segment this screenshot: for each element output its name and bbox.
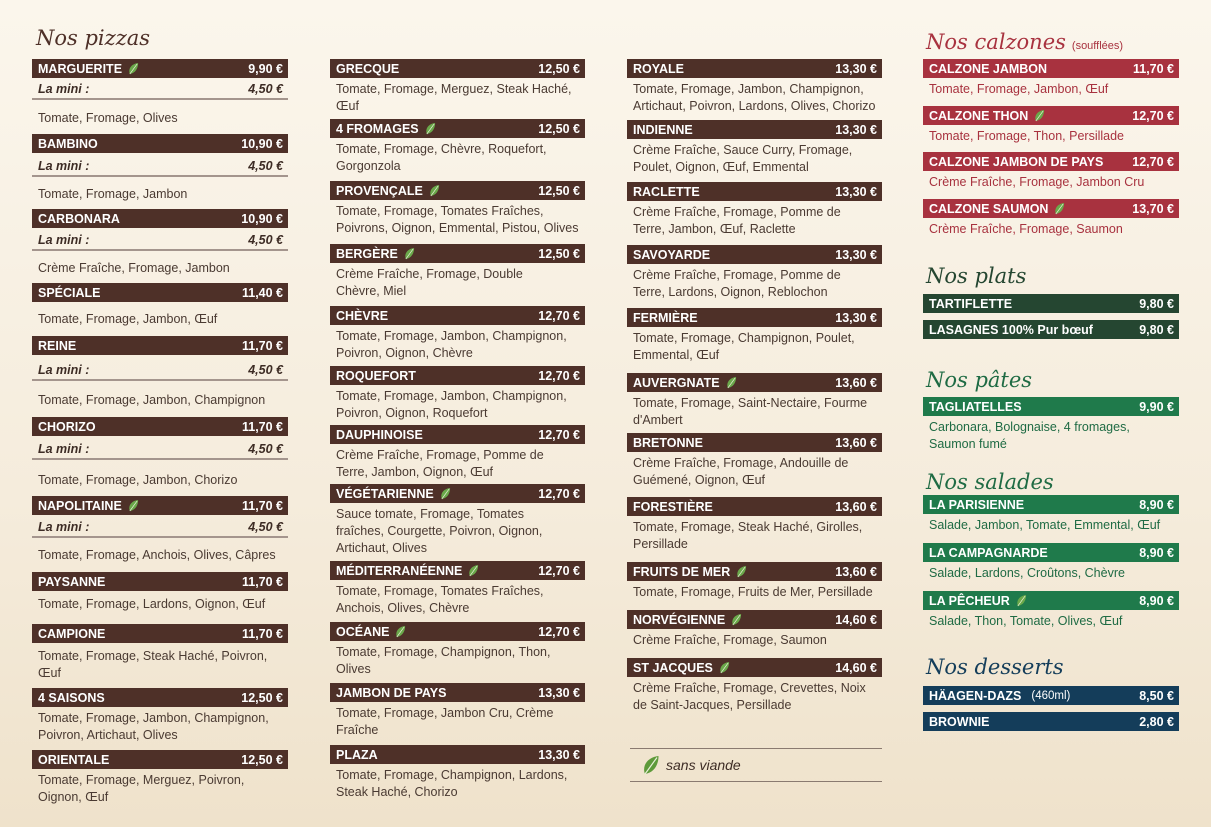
item-header (627, 658, 882, 677)
item-header (923, 712, 1179, 731)
item-header (627, 182, 882, 201)
leaf-icon (719, 661, 730, 674)
item-description: Chèvre, Miel (336, 284, 407, 298)
item-price: 10,90 € (241, 136, 283, 151)
item-description: Tomate, Fromage, Olives (38, 111, 178, 125)
section-title-desserts: Nos desserts (926, 655, 1064, 679)
item-description: Poivrons, Oignon, Emmental, Pistou, Olives (336, 221, 579, 235)
section-title-calzones (926, 30, 1123, 54)
item-name-wrap (38, 137, 98, 151)
item-price: 11,70 € (241, 419, 283, 434)
item-description: Persillade (633, 537, 688, 551)
item-price: 13,30 € (835, 247, 877, 262)
section-title-salades: Nos salades (926, 470, 1054, 494)
item-name: CHORIZO (38, 419, 96, 434)
leaf-icon (468, 564, 479, 577)
item-name: SPÉCIALE (38, 285, 101, 300)
item-description: Tomate, Fromage, Steak Haché, Girolles, (633, 520, 863, 534)
item-name-wrap (336, 428, 423, 442)
item-header (627, 373, 882, 392)
item-name-wrap (929, 155, 1103, 169)
item-description: Tomate, Fromage, Champignon, Thon, (336, 645, 551, 659)
item-header (32, 496, 288, 515)
item-description: Anchois, Olives, Chèvre (336, 601, 470, 615)
item-description: Tomate, Fromage, Fruits de Mer, Persillade (633, 585, 873, 599)
item-name-wrap (929, 546, 1048, 560)
item-name-wrap (336, 369, 416, 383)
item-name-wrap (633, 613, 742, 627)
item-description: Crème Fraîche, Fromage, Jambon (38, 261, 230, 275)
item-header (627, 433, 882, 452)
item-name: BAMBINO (38, 136, 98, 151)
mini-label: La mini : (38, 442, 90, 456)
item-name-wrap (336, 309, 388, 323)
item-name: PROVENÇALE (336, 183, 423, 198)
item-description: Tomate, Fromage, Jambon, Champignon, (336, 329, 567, 343)
mini-size-row (32, 231, 288, 251)
item-name-wrap (633, 661, 730, 675)
item-header (627, 120, 882, 139)
item-name-wrap (633, 311, 698, 325)
item-description: Œuf (38, 666, 61, 680)
item-name: RACLETTE (633, 184, 700, 199)
item-description: Salade, Jambon, Tomate, Emmental, Œuf (929, 518, 1161, 532)
item-price: 11,70 € (241, 498, 283, 513)
item-price: 13,30 € (835, 184, 877, 199)
item-description: Poivron, Artichaut, Olives (38, 728, 178, 742)
item-description: Steak Haché, Chorizo (336, 785, 458, 799)
item-header (627, 562, 882, 581)
section-title-pates: Nos pâtes (926, 368, 1033, 392)
leaf-icon (429, 184, 440, 197)
item-name: FRUITS DE MER (633, 564, 731, 579)
mini-size-row (32, 80, 288, 100)
item-description: Crème Fraîche, Fromage, Pomme de (633, 268, 841, 282)
item-description: Crème Fraîche, Sauce Curry, Fromage, (633, 143, 853, 157)
legend-label: sans viande (666, 757, 741, 773)
item-header (923, 320, 1179, 339)
item-name: CALZONE SAUMON (929, 201, 1049, 216)
item-header (32, 417, 288, 436)
item-description: Tomate, Fromage, Chèvre, Roquefort, (336, 142, 547, 156)
item-price: 14,60 € (835, 660, 877, 675)
item-name: VÉGÉTARIENNE (336, 486, 434, 501)
item-header (923, 495, 1179, 514)
item-description: Carbonara, Bolognaise, 4 fromages, (929, 420, 1130, 434)
item-name: PAYSANNE (38, 574, 106, 589)
item-name-wrap (336, 748, 378, 762)
item-description: Tomate, Fromage, Jambon, Œuf (929, 82, 1109, 96)
item-description: Terre, Lardons, Oignon, Reblochon (633, 285, 828, 299)
item-header (330, 119, 585, 138)
item-name: LA CAMPAGNARDE (929, 545, 1048, 560)
item-description: Tomate, Fromage, Thon, Persillade (929, 129, 1125, 143)
item-header (330, 425, 585, 444)
item-name-wrap (633, 500, 713, 514)
item-description: Tomate, Fromage, Tomates Fraîches, (336, 584, 544, 598)
mini-label: La mini : (38, 159, 90, 173)
item-header (627, 610, 882, 629)
item-description: Crème Fraîche, Fromage, Crevettes, Noix (633, 681, 866, 695)
item-name: TARTIFLETTE (929, 296, 1013, 311)
item-name: 4 SAISONS (38, 690, 105, 705)
item-description: Emmental, Œuf (633, 348, 720, 362)
section-title-plats: Nos plats (926, 264, 1027, 288)
calzones-subtitle: (soufflées) (1071, 40, 1124, 52)
item-name: MÉDITERRANÉENNE (336, 563, 463, 578)
mini-label: La mini : (38, 233, 90, 247)
item-name-wrap (38, 420, 96, 434)
item-description: Tomate, Fromage, Jambon, Œuf (38, 312, 218, 326)
item-name: CAMPIONE (38, 626, 106, 641)
item-price: 8,90 € (1139, 593, 1174, 608)
item-price: 8,50 € (1139, 688, 1174, 703)
item-name: NORVÉGIENNE (633, 612, 726, 627)
item-name: SAVOYARDE (633, 247, 711, 262)
mini-size-row (32, 157, 288, 177)
item-description: Tomate, Fromage, Champignon, Lardons, (336, 768, 568, 782)
item-name-wrap (38, 691, 105, 705)
item-name: CALZONE JAMBON (929, 61, 1048, 76)
item-name-wrap (336, 247, 415, 261)
item-price: 13,70 € (1132, 201, 1174, 216)
leaf-icon (440, 487, 451, 500)
item-name-wrap (38, 339, 76, 353)
item-price: 12,50 € (241, 690, 283, 705)
item-header (32, 59, 288, 78)
item-description: Tomate, Fromage, Jambon Cru, Crème (336, 706, 554, 720)
item-name: OCÉANE (336, 624, 390, 639)
item-header (330, 366, 585, 385)
item-name: BERGÈRE (336, 246, 398, 261)
item-name: CARBONARA (38, 211, 120, 226)
item-description: fraîches, Courgette, Poivron, Oignon, (336, 524, 543, 538)
item-price: 13,30 € (835, 61, 877, 76)
item-description: Artichaut, Olives (336, 541, 428, 555)
item-name: LA PARISIENNE (929, 497, 1025, 512)
item-price: 12,70 € (538, 368, 580, 383)
item-header (32, 134, 288, 153)
item-header (32, 283, 288, 302)
item-name: ROYALE (633, 61, 684, 76)
leaf-icon (731, 613, 742, 626)
mini-label: La mini : (38, 520, 90, 534)
item-name: DAUPHINOISE (336, 427, 423, 442)
item-price: 13,60 € (835, 435, 877, 450)
item-name-wrap (336, 686, 446, 700)
leaf-icon (736, 565, 747, 578)
item-header (923, 294, 1179, 313)
item-name-wrap (929, 297, 1012, 311)
item-price: 12,70 € (538, 624, 580, 639)
item-price: 11,70 € (241, 574, 283, 589)
mini-price: 4,50 € (248, 520, 283, 534)
item-description: Poivron, Oignon, Chèvre (336, 346, 473, 360)
item-description: Tomate, Fromage, Champignon, Poulet, (633, 331, 855, 345)
mini-price: 4,50 € (248, 442, 283, 456)
item-description: Guémené, Oignon, Œuf (633, 473, 766, 487)
item-price: 9,90 € (248, 61, 283, 76)
item-description: Olives (336, 662, 371, 676)
item-header (923, 152, 1179, 171)
item-name: BROWNIE (929, 714, 990, 729)
item-header (32, 572, 288, 591)
item-header (32, 209, 288, 228)
item-name-wrap (929, 323, 1093, 337)
item-header (923, 543, 1179, 562)
item-name: GRECQUE (336, 61, 400, 76)
item-price: 2,80 € (1139, 714, 1174, 729)
leaf-icon (642, 754, 660, 776)
item-header (330, 561, 585, 580)
item-name-wrap (929, 689, 1070, 703)
item-price: 13,30 € (835, 122, 877, 137)
item-description: Crème Fraîche, Fromage, Pomme de (336, 448, 544, 462)
mini-price: 4,50 € (248, 82, 283, 96)
item-price: 12,50 € (538, 121, 580, 136)
item-description: Salade, Thon, Tomate, Olives, Œuf (929, 614, 1123, 628)
item-description: Tomate, Fromage, Merguez, Steak Haché, (336, 82, 572, 96)
item-header (32, 750, 288, 769)
item-price: 12,70 € (1132, 154, 1174, 169)
item-description: Crème Fraîche, Fromage, Saumon (929, 222, 1123, 236)
mini-price: 4,50 € (248, 159, 283, 173)
item-name-wrap (633, 565, 747, 579)
item-name-wrap (38, 627, 105, 641)
item-description: Tomate, Fromage, Jambon, Champignon, (38, 711, 269, 725)
item-name: CHÈVRE (336, 308, 389, 323)
item-description: Salade, Lardons, Croûtons, Chèvre (929, 566, 1125, 580)
item-name-wrap (336, 122, 436, 136)
item-description: Terre, Jambon, Oignon, Œuf (336, 465, 494, 479)
item-header (923, 591, 1179, 610)
mini-label: La mini : (38, 363, 90, 377)
item-name: FORESTIÈRE (633, 499, 713, 514)
item-description: Artichaut, Poivron, Lardons, Olives, Chorizo (633, 99, 876, 113)
item-header (330, 622, 585, 641)
item-description: Oignon, Œuf (38, 790, 109, 804)
leaf-icon (395, 625, 406, 638)
leaf-icon (1016, 594, 1027, 607)
item-name-wrap (38, 753, 109, 767)
item-name-wrap (336, 625, 406, 639)
item-price: 12,70 € (538, 563, 580, 578)
item-description: Crème Fraîche, Fromage, Jambon Cru (929, 175, 1145, 189)
item-name-wrap (38, 62, 139, 76)
item-header (330, 59, 585, 78)
item-name-wrap (633, 436, 703, 450)
leaf-icon (425, 122, 436, 135)
item-header (330, 683, 585, 702)
item-name-wrap (929, 62, 1047, 76)
item-name-wrap (929, 498, 1024, 512)
leaf-icon (128, 499, 139, 512)
item-name-wrap (929, 400, 1022, 414)
item-header (923, 686, 1179, 705)
calzones-title: Nos calzones (926, 30, 1066, 54)
leaf-icon (128, 62, 139, 75)
item-name: REINE (38, 338, 77, 353)
item-name-wrap (38, 286, 101, 300)
item-description: Tomate, Fromage, Lardons, Oignon, Œuf (38, 597, 266, 611)
legend-vegetarian (630, 748, 882, 782)
item-header (330, 244, 585, 263)
item-header (923, 106, 1179, 125)
item-name: HÄAGEN-DAZS (929, 688, 1022, 703)
item-description: Crème Fraîche, Fromage, Saumon (633, 633, 827, 647)
item-header (627, 497, 882, 516)
item-price: 11,70 € (241, 626, 283, 641)
item-header (923, 397, 1179, 416)
item-description: de Saint-Jacques, Persillade (633, 698, 792, 712)
item-description: Crème Fraîche, Fromage, Pomme de (633, 205, 841, 219)
item-name-wrap (633, 376, 737, 390)
item-price: 12,70 € (538, 427, 580, 442)
item-name-wrap (929, 594, 1027, 608)
item-name: LA PÊCHEUR (929, 593, 1010, 608)
item-price: 14,60 € (835, 612, 877, 627)
item-price: 12,50 € (241, 752, 283, 767)
item-name-wrap (336, 564, 479, 578)
item-description: Tomate, Fromage, Jambon, Champignon, (633, 82, 864, 96)
item-header (627, 59, 882, 78)
item-price: 12,50 € (538, 246, 580, 261)
item-price: 12,70 € (538, 308, 580, 323)
item-name: LASAGNES 100% Pur bœuf (929, 322, 1093, 337)
item-name: FERMIÈRE (633, 310, 698, 325)
item-price: 11,70 € (1132, 61, 1174, 76)
item-header (923, 59, 1179, 78)
item-name-wrap (633, 185, 700, 199)
item-name-wrap (336, 184, 440, 198)
item-description: Tomate, Fromage, Jambon, Champignon, (336, 389, 567, 403)
item-name: JAMBON DE PAYS (336, 685, 447, 700)
item-price: 9,80 € (1139, 296, 1174, 311)
item-description: Tomate, Fromage, Saint-Nectaire, Fourme (633, 396, 868, 410)
item-name: CALZONE THON (929, 108, 1029, 123)
item-name: TAGLIATELLES (929, 399, 1022, 414)
item-price: 12,70 € (538, 486, 580, 501)
item-name: PLAZA (336, 747, 378, 762)
item-price: 9,90 € (1139, 399, 1174, 414)
item-price: 13,60 € (835, 564, 877, 579)
item-name: MARGUERITE (38, 61, 123, 76)
mini-price: 4,50 € (248, 233, 283, 247)
item-price: 13,30 € (835, 310, 877, 325)
item-price: 10,90 € (241, 211, 283, 226)
item-name-wrap (38, 212, 120, 226)
item-description: Œuf (336, 99, 359, 113)
item-name: BRETONNE (633, 435, 703, 450)
item-description: Tomate, Fromage, Anchois, Olives, Câpres (38, 548, 276, 562)
item-price: 12,50 € (538, 183, 580, 198)
item-header (923, 199, 1179, 218)
item-description: Crème Fraîche, Fromage, Double (336, 267, 523, 281)
item-header (330, 181, 585, 200)
item-description: Tomate, Fromage, Jambon, Champignon (38, 393, 266, 407)
item-name-wrap (633, 62, 684, 76)
mini-label: La mini : (38, 82, 90, 96)
item-description: Gorgonzola (336, 159, 401, 173)
item-price: 11,40 € (241, 285, 283, 300)
item-name-wrap (929, 715, 989, 729)
item-header (330, 484, 585, 503)
item-header (32, 624, 288, 643)
item-price: 11,70 € (241, 338, 283, 353)
leaf-icon (404, 247, 415, 260)
item-name: INDIENNE (633, 122, 693, 137)
item-description: Crème Fraîche, Fromage, Andouille de (633, 456, 849, 470)
item-name-wrap (633, 248, 710, 262)
item-price: 13,60 € (835, 499, 877, 514)
item-unit: (460ml) (1031, 689, 1071, 702)
item-price: 8,90 € (1139, 497, 1174, 512)
mini-size-row (32, 518, 288, 538)
mini-size-row (32, 361, 288, 381)
item-name: ORIENTALE (38, 752, 110, 767)
item-price: 12,70 € (1132, 108, 1174, 123)
item-description: Tomate, Fromage, Jambon (38, 187, 188, 201)
item-description: Tomate, Fromage, Merguez, Poivron, (38, 773, 245, 787)
item-name: ROQUEFORT (336, 368, 416, 383)
item-name-wrap (38, 499, 139, 513)
leaf-icon (1034, 109, 1045, 122)
item-price: 8,90 € (1139, 545, 1174, 560)
mini-price: 4,50 € (248, 363, 283, 377)
item-name: AUVERGNATE (633, 375, 720, 390)
item-price: 12,50 € (538, 61, 580, 76)
leaf-icon (1054, 202, 1065, 215)
item-price: 13,30 € (538, 747, 580, 762)
item-description: Sauce tomate, Fromage, Tomates (336, 507, 525, 521)
item-description: Saumon fumé (929, 437, 1007, 451)
item-name: CALZONE JAMBON DE PAYS (929, 154, 1104, 169)
item-description: Poivron, Oignon, Roquefort (336, 406, 488, 420)
item-name-wrap (929, 202, 1065, 216)
item-header (32, 336, 288, 355)
item-name-wrap (336, 487, 451, 501)
item-name: 4 FROMAGES (336, 121, 419, 136)
item-header (627, 245, 882, 264)
item-description: Fraîche (336, 723, 379, 737)
item-price: 13,30 € (538, 685, 580, 700)
item-name-wrap (929, 109, 1045, 123)
item-name-wrap (336, 62, 399, 76)
leaf-icon (726, 376, 737, 389)
item-description: Tomate, Fromage, Steak Haché, Poivron, (38, 649, 268, 663)
item-name-wrap (38, 575, 105, 589)
item-name: ST JACQUES (633, 660, 713, 675)
section-title-pizzas: Nos pizzas (36, 26, 151, 50)
item-description: Tomate, Fromage, Jambon, Chorizo (38, 473, 238, 487)
item-description: Tomate, Fromage, Tomates Fraîches, (336, 204, 544, 218)
item-header (330, 745, 585, 764)
item-description: d'Ambert (633, 413, 683, 427)
item-header (627, 308, 882, 327)
item-name-wrap (633, 123, 693, 137)
item-header (32, 688, 288, 707)
item-header (330, 306, 585, 325)
item-name: NAPOLITAINE (38, 498, 122, 513)
item-description: Terre, Jambon, Œuf, Raclette (633, 222, 796, 236)
item-price: 13,60 € (835, 375, 877, 390)
item-description: Poulet, Oignon, Œuf, Emmental (633, 160, 809, 174)
mini-size-row (32, 440, 288, 460)
item-price: 9,80 € (1139, 322, 1174, 337)
